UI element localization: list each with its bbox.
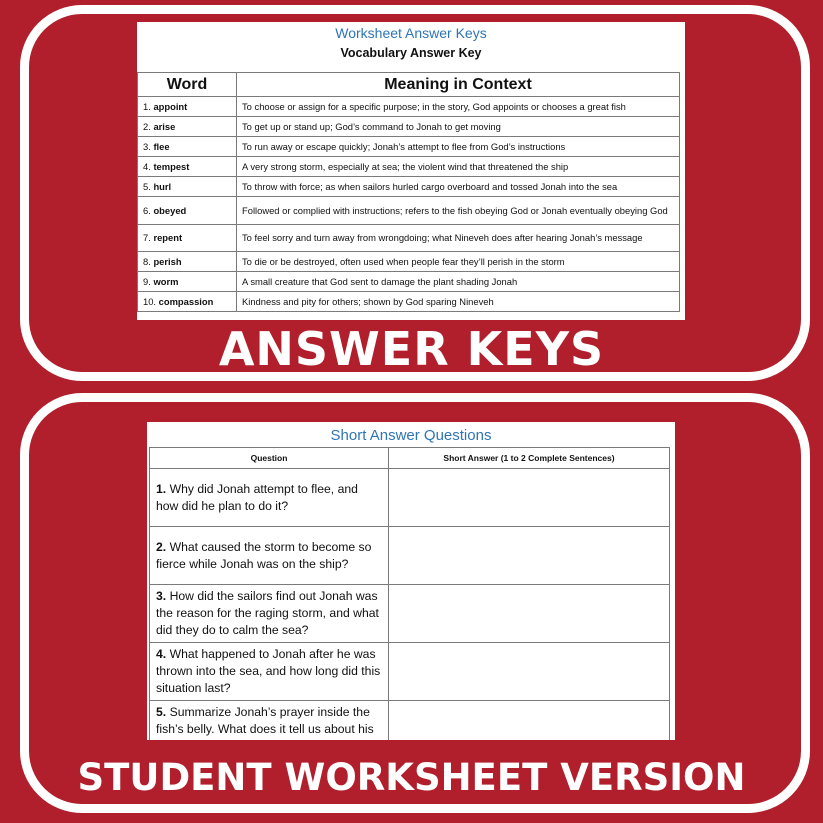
- table-row: [150, 643, 670, 701]
- word-cell: 7. repent: [138, 225, 237, 252]
- vocab-word: flee: [153, 140, 170, 152]
- column-header-question: Question: [150, 448, 389, 469]
- meaning-cell: To get up or stand up; God’s command to Jonah to get moving: [237, 117, 680, 137]
- answer-cell: [389, 527, 670, 585]
- short-answer-table: [149, 447, 670, 740]
- table-row: [138, 225, 680, 252]
- vocab-word: obeyed: [153, 204, 187, 216]
- table-header-row: [150, 448, 670, 469]
- vocab-word: compassion: [158, 295, 214, 307]
- worksheet-title: Worksheet Answer Keys: [335, 25, 487, 41]
- table-row: [138, 252, 680, 272]
- table-row: [138, 292, 680, 312]
- answer-cell: [389, 701, 670, 741]
- table-row: [150, 585, 670, 643]
- table-row: [150, 701, 670, 741]
- vocab-word: worm: [153, 275, 179, 287]
- table-header-row: [138, 73, 680, 97]
- word-cell: 2. arise: [138, 117, 237, 137]
- answer-keys-banner: ANSWER KEYS: [218, 322, 605, 376]
- word-cell: 9. worm: [138, 272, 237, 292]
- meaning-cell: To choose or assign for a specific purpose; in the story, God appoints or chooses a great fish: [237, 97, 680, 117]
- student-worksheet-banner: STUDENT WORKSHEET VERSION: [77, 756, 746, 799]
- table-row: [138, 97, 680, 117]
- worksheet-subtitle: Vocabulary Answer Key: [340, 46, 482, 60]
- meaning-cell: Followed or complied with instructions; refers to the fish obeying God or Jonah eventually obeying God: [237, 197, 680, 225]
- table-row: [138, 177, 680, 197]
- student-worksheet-preview: [147, 422, 675, 740]
- word-cell: 6. obeyed: [138, 197, 237, 225]
- answer-cell: [389, 643, 670, 701]
- answer-cell: [389, 585, 670, 643]
- vocab-word: tempest: [153, 160, 190, 172]
- meaning-cell: To feel sorry and turn away from wrongdoing; what Nineveh does after hearing Jonah’s message: [237, 225, 680, 252]
- question-cell: 2. What caused the storm to become so fierce while Jonah was on the ship?: [150, 527, 389, 585]
- word-cell: 1. appoint: [138, 97, 237, 117]
- meaning-cell: To die or be destroyed, often used when people fear they’ll perish in the storm: [237, 252, 680, 272]
- word-cell: 8. perish: [138, 252, 237, 272]
- column-header-short-answer: Short Answer (1 to 2 Complete Sentences): [389, 448, 670, 469]
- worksheet-title: Short Answer Questions: [330, 427, 492, 444]
- word-cell: 4. tempest: [138, 157, 237, 177]
- vocab-word: hurl: [153, 180, 172, 192]
- meaning-cell: To run away or escape quickly; Jonah’s attempt to flee from God’s instructions: [237, 137, 680, 157]
- table-row: [150, 469, 670, 527]
- answer-key-worksheet-preview: [137, 22, 685, 320]
- word-cell: 3. flee: [138, 137, 237, 157]
- question-cell: 4. What happened to Jonah after he was thrown into the sea, and how long did this situation last?: [150, 643, 389, 701]
- meaning-cell: A small creature that God sent to damage the plant shading Jonah: [237, 272, 680, 292]
- table-row: [138, 137, 680, 157]
- answer-cell: [389, 469, 670, 527]
- vocabulary-table: [137, 72, 680, 312]
- question-cell: 1. Why did Jonah attempt to flee, and how did he plan to do it?: [150, 469, 389, 527]
- column-header-meaning: Meaning in Context: [237, 73, 680, 97]
- question-cell: 3. How did the sailors find out Jonah was the reason for the raging storm, and what did they do to calm the sea?: [150, 585, 389, 643]
- meaning-cell: A very strong storm, especially at sea; the violent wind that threatened the ship: [237, 157, 680, 177]
- table-row: [138, 197, 680, 225]
- table-row: [150, 527, 670, 585]
- vocab-word: perish: [153, 255, 182, 267]
- table-row: [138, 157, 680, 177]
- vocab-word: arise: [153, 120, 176, 132]
- meaning-cell: Kindness and pity for others; shown by God sparing Nineveh: [237, 292, 680, 312]
- word-cell: 10. compassion: [138, 292, 237, 312]
- table-row: [138, 272, 680, 292]
- column-header-word: Word: [138, 73, 237, 97]
- meaning-cell: To throw with force; as when sailors hurled cargo overboard and tossed Jonah into the sea: [237, 177, 680, 197]
- question-cell: 5. Summarize Jonah’s prayer inside the fish’s belly. What does it tell us about his: [150, 701, 389, 741]
- vocab-word: appoint: [153, 100, 188, 112]
- table-row: [138, 117, 680, 137]
- vocab-word: repent: [153, 232, 183, 243]
- word-cell: 5. hurl: [138, 177, 237, 197]
